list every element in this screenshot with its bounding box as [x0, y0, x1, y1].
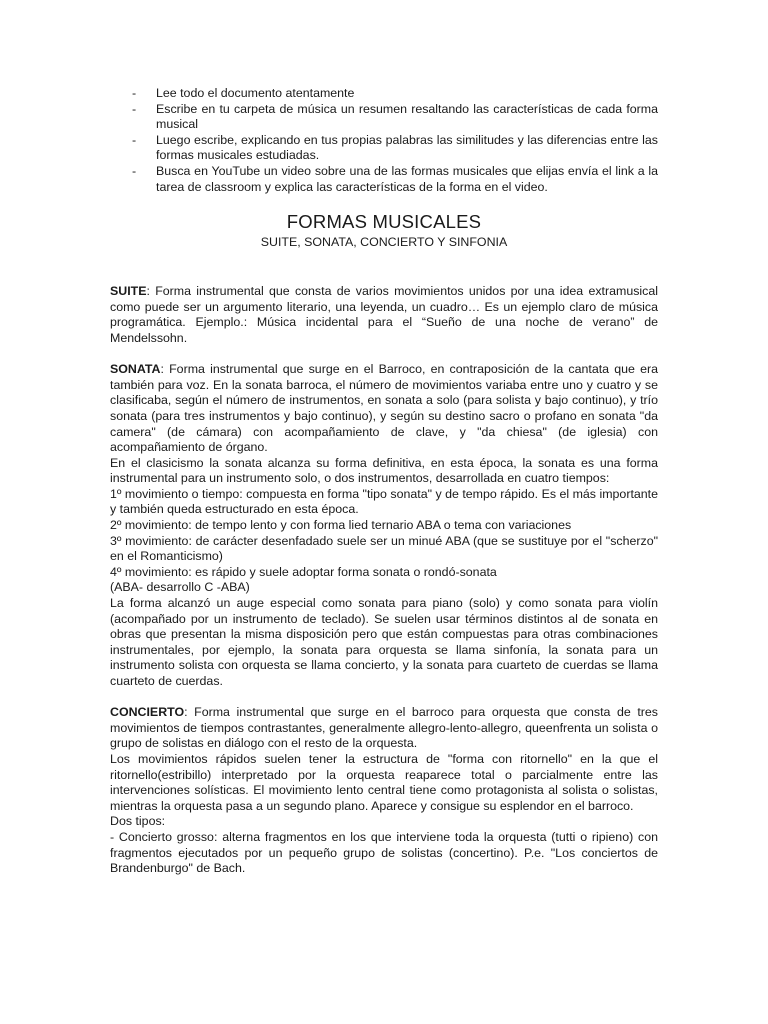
sonata-paragraph: [110, 362, 658, 456]
concierto-line: - Concierto grosso: alterna fragmentos en los que interviene toda la orquesta (tutti o ripieno) con fragmentos ejecutados por un pequeño grupo de solistas (concertino). P.e. "Los conciertos de Brandenburgo" de Bach.: [110, 829, 658, 876]
sonata-line: (ABA- desarrollo C -ABA): [110, 580, 250, 595]
bullet-dash: -: [132, 163, 137, 178]
sonata-line: 3º movimiento: de carácter desenfadado suele ser un minué ABA (que se sustituye por el "scherzo" en el Romanticismo): [110, 533, 658, 564]
instruction-text: Busca en YouTube un video sobre una de las formas musicales que elijas envía el link a la tarea de classroom y explica las características de la forma en el video.: [156, 163, 658, 194]
document-subtitle: SUITE, SONATA, CONCIERTO Y SINFONIA: [260, 235, 508, 250]
sonata-line: 1º movimiento o tiempo: compuesta en forma "tipo sonata" y de tempo rápido. Es el más importante y también queda estructurado en esta época.: [110, 486, 658, 517]
instruction-item: [110, 133, 658, 164]
instruction-text: Escribe en tu carpeta de música un resumen resaltando las características de cada forma musical: [156, 101, 658, 132]
sonata-text: : Forma instrumental que surge en el Barroco, en contraposición de la cantata que era también para voz. En la sonata barroca, el número de movimientos variaba entre uno y cuatro y se clasificaba, según el número de instrumentos, en sonata a solo (para solista y bajo continuo), y trío sonata (para tres instrumentos y bajo continuo), y según su destino sacro o profano en sonata "da camera" (de cámara) con acompañamiento de clave, y "da chiesa" (de iglesia) con acompañamiento de órgano.: [110, 362, 658, 455]
concierto-line: Los movimientos rápidos suelen tener la estructura de "forma con ritornello" en la que el ritornello(estribillo) interpretado por la orquesta reaparece total o parcialmente entre las intervenciones solísticas. El movimiento lento central tiene como protagonista al solista o solistas, mientras la orquesta pasa a un segundo plano. Aparece y consigue su esplendor en el barroco.: [110, 751, 658, 813]
suite-term: SUITE: [110, 284, 147, 299]
concierto-line: Dos tipos:: [110, 814, 166, 829]
concierto-text: : Forma instrumental que surge en el barroco para orquesta que consta de tres movimientos de tiempos contrastantes, generalmente allegro-lento-allegro, queenfrenta un solista o grupo de solistas en diálogo con el resto de la orquesta.: [110, 705, 658, 751]
sonata-term: SONATA: [110, 362, 161, 377]
suite-paragraph: [110, 284, 658, 346]
instruction-item: [110, 102, 658, 133]
concierto-paragraph: [110, 705, 658, 752]
sonata-line: 4º movimiento: es rápido y suele adoptar forma sonata o rondó-sonata: [110, 564, 497, 579]
bullet-dash: -: [132, 132, 137, 147]
sonata-line: En el clasicismo la sonata alcanza su forma definitiva, en esta época, la sonata es una forma instrumental para un instrumento solo, o dos instrumentos, desarrollada en cuatro tiempos:: [110, 455, 658, 486]
instruction-list: [110, 86, 658, 195]
bullet-dash: -: [132, 101, 137, 116]
document-title: FORMAS MUSICALES: [286, 211, 482, 233]
instruction-item: [110, 86, 658, 102]
bullet-dash: -: [132, 86, 137, 100]
instruction-item: [110, 164, 658, 195]
instruction-text: Luego escribe, explicando en tus propias palabras las similitudes y las diferencias entre las formas musicales estudiadas.: [156, 132, 658, 163]
sonata-line: 2º movimiento: de tempo lento y con forma lied ternario ABA o tema con variaciones: [110, 518, 572, 533]
suite-text: : Forma instrumental que consta de varios movimientos unidos por una idea extramusical como puede ser un argumento literario, una leyenda, un cuadro… Es un ejemplo claro de música programática. Ejemplo.: Música incidental para el “Sueño de una noche de verano” de Mendelssohn.: [110, 284, 658, 345]
concierto-term: CONCIERTO: [110, 705, 185, 720]
sonata-line: La forma alcanzó un auge especial como sonata para piano (solo) y como sonata para violín (acompañado por un instrumento de teclado). Se suelen usar términos distintos al de sonata en obras que presentan la misma disposición pero que están compuestas para otras combinaciones instrumentales, por ejemplo, la sonata para orquesta se llama sinfonía, la sonata para un instrumento solista con orquesta se llama concierto, y la sonata para cuarteto de cuerdas se llama cuarteto de cuerdas.: [110, 596, 658, 688]
document-page: [110, 86, 658, 877]
instruction-text: Lee todo el documento atentamente: [156, 86, 355, 100]
